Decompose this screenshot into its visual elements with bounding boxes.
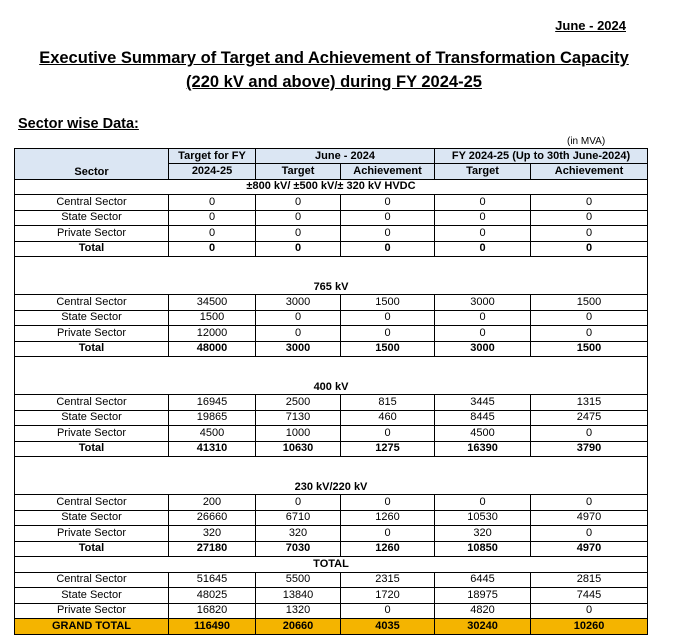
value-cell: 34500 [169,295,256,311]
spacer-cell [15,257,648,280]
value-cell: 0 [256,226,341,242]
col-header-month-target: Target [256,164,341,180]
value-cell: 4970 [531,541,648,557]
sector-cell: State Sector [15,510,169,526]
value-cell: 0 [531,426,648,442]
table-row [15,495,648,511]
sector-cell: State Sector [15,210,169,226]
section-spacer [15,357,648,380]
value-cell: 10630 [256,441,341,457]
value-cell: 0 [341,326,435,342]
sector-cell: Central Sector [15,195,169,211]
value-cell: 19865 [169,410,256,426]
value-cell: 16390 [435,441,531,457]
value-cell: 1500 [169,310,256,326]
value-cell: 7130 [256,410,341,426]
value-cell: 48025 [169,588,256,604]
section-heading-row [15,279,648,295]
value-cell: 0 [341,226,435,242]
value-cell: 4970 [531,510,648,526]
value-cell: 1500 [341,295,435,311]
table-body [15,179,648,634]
section-spacer [15,257,648,280]
value-cell: 0 [169,241,256,257]
value-cell: 0 [341,241,435,257]
value-cell: 320 [256,526,341,542]
spacer-cell [15,357,648,380]
table-row [15,326,648,342]
value-cell: 51645 [169,572,256,588]
table-row [15,426,648,442]
total-row [15,541,648,557]
section-heading-row [15,179,648,195]
value-cell: 0 [169,210,256,226]
value-cell: 0 [531,603,648,619]
value-cell: 1720 [341,588,435,604]
col-header-target-fy-2: 2024-25 [169,164,256,180]
value-cell: 0 [435,310,531,326]
value-cell: 0 [435,241,531,257]
table-row [15,410,648,426]
value-cell: 0 [435,326,531,342]
value-cell: 0 [256,210,341,226]
section-heading: 230 kV/220 kV [15,479,648,495]
value-cell: 41310 [169,441,256,457]
table-row [15,510,648,526]
section-heading: TOTAL [15,557,648,573]
value-cell: 2815 [531,572,648,588]
title-line-2: (220 kV and above) during FY 2024-25 [186,73,482,91]
value-cell: 10850 [435,541,531,557]
spacer-cell [15,457,648,480]
col-header-fy-group: FY 2024-25 (Up to 30th June-2024) [435,149,648,164]
table-row [15,210,648,226]
value-cell: 0 [341,195,435,211]
section-heading: 400 kV [15,379,648,395]
value-cell: 0 [531,310,648,326]
value-cell: 460 [341,410,435,426]
sector-cell: Private Sector [15,326,169,342]
value-cell: 1315 [531,395,648,411]
grand-total-value: 4035 [341,619,435,635]
value-cell: 0 [256,495,341,511]
sector-cell: Central Sector [15,295,169,311]
col-header-fy-achievement: Achievement [531,164,648,180]
value-cell: 0 [435,226,531,242]
value-cell: 7030 [256,541,341,557]
value-cell: 0 [256,326,341,342]
section-heading: 765 kV [15,279,648,295]
grand-total-value: 20660 [256,619,341,635]
value-cell: 1000 [256,426,341,442]
value-cell: 0 [256,241,341,257]
value-cell: 48000 [169,341,256,357]
value-cell: 200 [169,495,256,511]
unit-note: (in MVA) [567,136,606,147]
value-cell: 3445 [435,395,531,411]
value-cell: 12000 [169,326,256,342]
sector-cell: State Sector [15,410,169,426]
col-header-month-achievement: Achievement [341,164,435,180]
value-cell: 4820 [435,603,531,619]
value-cell: 4500 [435,426,531,442]
col-header-target-fy-1: Target for FY [169,149,256,164]
value-cell: 0 [435,195,531,211]
value-cell: 3790 [531,441,648,457]
grand-total-label: GRAND TOTAL [15,619,169,635]
table-row [15,588,648,604]
section-heading: ±800 kV/ ±500 kV/± 320 kV HVDC [15,179,648,195]
sector-cell: Private Sector [15,526,169,542]
value-cell: 0 [341,603,435,619]
value-cell: 1500 [341,341,435,357]
value-cell: 2315 [341,572,435,588]
value-cell: 0 [341,495,435,511]
table-row [15,295,648,311]
total-row [15,441,648,457]
section-spacer [15,457,648,480]
value-cell: 16820 [169,603,256,619]
table-row [15,526,648,542]
value-cell: 320 [435,526,531,542]
report-date: June - 2024 [555,18,626,33]
sector-cell: Total [15,341,169,357]
value-cell: 0 [531,210,648,226]
section-heading-row [15,479,648,495]
sector-cell: Private Sector [15,603,169,619]
value-cell: 5500 [256,572,341,588]
col-header-month-group: June - 2024 [256,149,435,164]
table-row [15,310,648,326]
section-label: Sector wise Data: [18,116,139,132]
value-cell: 0 [435,495,531,511]
value-cell: 1320 [256,603,341,619]
value-cell: 3000 [256,295,341,311]
value-cell: 13840 [256,588,341,604]
value-cell: 1500 [531,295,648,311]
value-cell: 6445 [435,572,531,588]
title-line-1: Executive Summary of Target and Achievement of Transformation Capacity [39,49,629,67]
sector-cell: Total [15,541,169,557]
value-cell: 0 [256,310,341,326]
value-cell: 3000 [256,341,341,357]
value-cell: 6710 [256,510,341,526]
value-cell: 2475 [531,410,648,426]
table-row [15,603,648,619]
value-cell: 10530 [435,510,531,526]
grand-total-value: 30240 [435,619,531,635]
grand-total-value: 116490 [169,619,256,635]
page-title [0,46,668,94]
value-cell: 1260 [341,510,435,526]
value-cell: 8445 [435,410,531,426]
section-heading-row [15,557,648,573]
table-row [15,195,648,211]
value-cell: 0 [341,310,435,326]
sector-cell: State Sector [15,588,169,604]
value-cell: 1275 [341,441,435,457]
value-cell: 4500 [169,426,256,442]
total-row [15,241,648,257]
value-cell: 0 [341,210,435,226]
value-cell: 3000 [435,341,531,357]
value-cell: 0 [341,426,435,442]
value-cell: 7445 [531,588,648,604]
sector-cell: Private Sector [15,226,169,242]
value-cell: 0 [341,526,435,542]
value-cell: 0 [531,526,648,542]
total-row [15,341,648,357]
value-cell: 0 [169,195,256,211]
value-cell: 1500 [531,341,648,357]
sector-cell: Total [15,241,169,257]
value-cell: 18975 [435,588,531,604]
col-header-sector: Sector [15,149,169,180]
sector-cell: Private Sector [15,426,169,442]
value-cell: 815 [341,395,435,411]
value-cell: 0 [531,241,648,257]
value-cell: 0 [531,326,648,342]
table-row [15,226,648,242]
value-cell: 16945 [169,395,256,411]
value-cell: 26660 [169,510,256,526]
value-cell: 0 [531,495,648,511]
grand-total-value: 10260 [531,619,648,635]
sector-cell: Central Sector [15,572,169,588]
value-cell: 2500 [256,395,341,411]
value-cell: 0 [531,195,648,211]
summary-table [14,148,648,635]
value-cell: 0 [169,226,256,242]
sector-cell: Central Sector [15,495,169,511]
sector-cell: Total [15,441,169,457]
sector-cell: State Sector [15,310,169,326]
value-cell: 1260 [341,541,435,557]
section-heading-row [15,379,648,395]
sector-cell: Central Sector [15,395,169,411]
table-row [15,395,648,411]
value-cell: 0 [531,226,648,242]
value-cell: 0 [435,210,531,226]
value-cell: 27180 [169,541,256,557]
value-cell: 320 [169,526,256,542]
table-row [15,572,648,588]
col-header-fy-target: Target [435,164,531,180]
value-cell: 3000 [435,295,531,311]
value-cell: 0 [256,195,341,211]
